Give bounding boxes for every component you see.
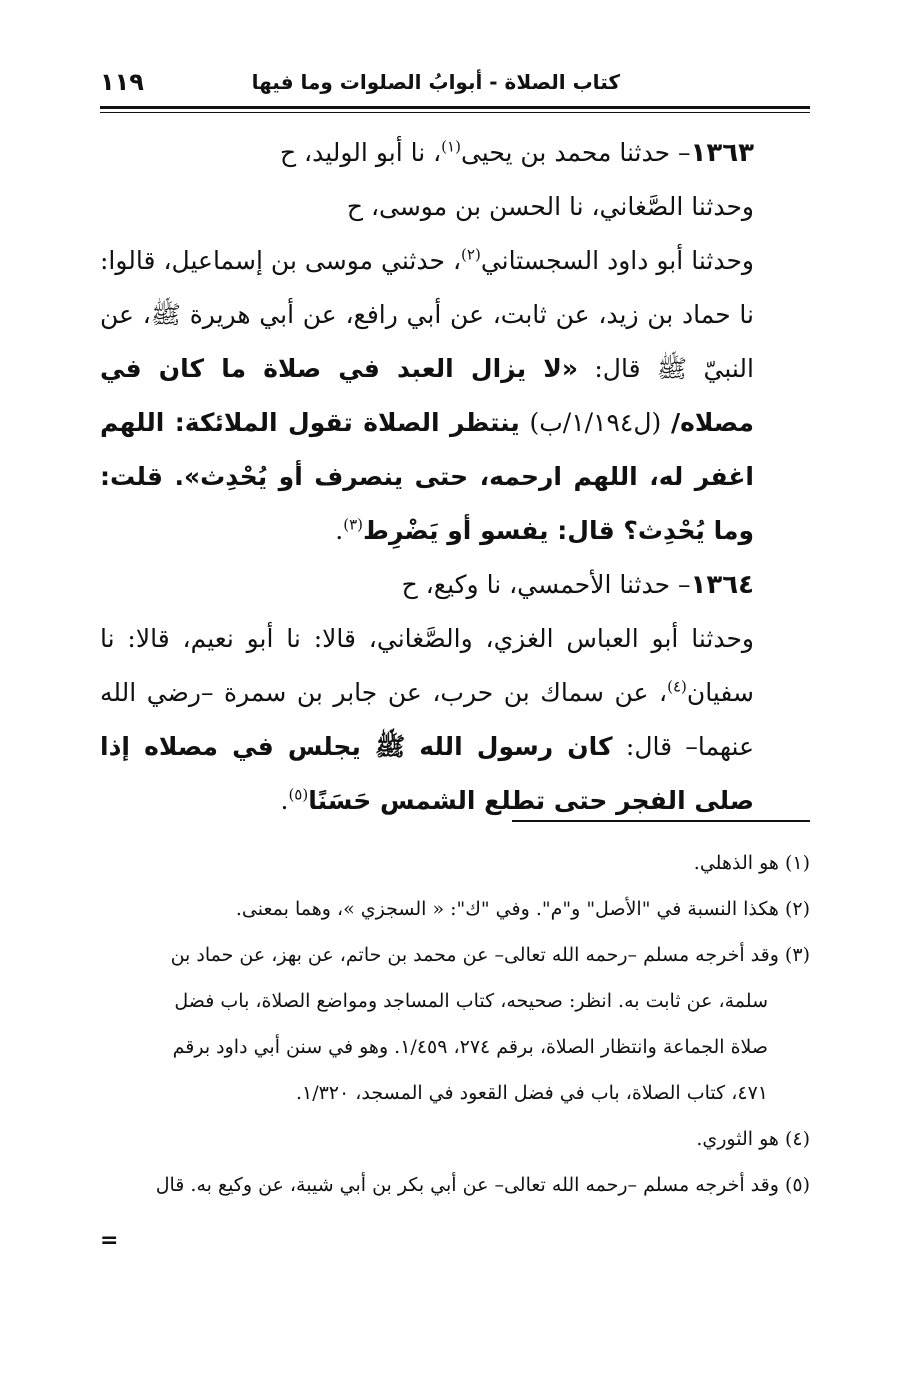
header-rule-thin — [100, 112, 810, 113]
matn-text: كان رسول الله ﷺ يجلس في مصلاه إذا صلى الفجر حتى تطلع الشمس حَسَنًا — [100, 732, 754, 815]
isnad-text: وحدثنا أبو العباس الغزي، والصَّغاني، قالا: نا أبو نعيم، قالا: نا سفيان — [100, 624, 754, 707]
manuscript-reference: (ل١/١٩٤/ب) — [519, 408, 671, 437]
footnote-4: (٤) هو الثوري. — [696, 1128, 810, 1150]
punctuation: . — [335, 516, 344, 545]
footnote-1: (١) هو الذهلي. — [693, 852, 810, 874]
hadith-1364-chain-2 — [100, 612, 810, 828]
isnad-text: ، حدثني موسى بن إسماعيل، قالوا: نا حماد بن زيد، عن ثابت، عن أبي رافع، عن أبي هريرة ﷺ، عن النبيّ ﷺ قال: — [100, 246, 754, 383]
footnote-marker: (٣) — [343, 515, 364, 534]
hadith-number: ١٣٦٣ — [690, 138, 754, 168]
footnote-3: (٣) وقد أخرجه مسلم –رحمه الله تعالى– عن محمد بن حاتم، عن بهز، عن حماد بن — [170, 944, 810, 966]
isnad-text: – حدثنا الأحمسي، نا وكيع، ح — [401, 570, 691, 599]
running-header — [100, 66, 810, 106]
hadith-1363-chain-2: وحدثنا الصَّغاني، نا الحسن بن موسى، ح — [346, 192, 754, 221]
footnote-3-cont: سلمة، عن ثابت به. انظر: صحيحه، كتاب المساجد ومواضع الصلاة، باب فضل — [174, 990, 768, 1012]
isnad-text: ، عن سماك بن حرب، عن جابر بن سمرة –رضي الله عنهما– قال: — [100, 678, 754, 761]
footnote-marker: (٥) — [288, 785, 309, 804]
hadith-number: ١٣٦٤ — [690, 570, 754, 600]
footnote-2: (٢) هكذا النسبة في "الأصل" و"م". وفي "ك": « السجزي »، وهما بمعنى. — [235, 898, 810, 920]
hadith-1363-opening — [100, 126, 810, 180]
matn-text: ينتظر الصلاة تقول الملائكة: اللهم اغفر له، اللهم ارحمه، حتى ينصرف أو يُحْدِث». قلت: وما يُحْدِث؟ قال: يفسو أو يَضْرِط — [100, 408, 754, 545]
header-title: كتاب الصلاة - أبوابُ الصلوات وما فيها — [251, 70, 620, 94]
main-text — [100, 126, 810, 828]
isnad-text: وحدثنا أبو داود السجستاني — [480, 246, 754, 275]
punctuation: . — [280, 786, 289, 815]
footnote-5: (٥) وقد أخرجه مسلم –رحمه الله تعالى– عن أبي بكر بن أبي شيبة، عن وكيع به. قال — [155, 1174, 810, 1196]
continuation-mark: = — [100, 1228, 119, 1253]
footnotes — [100, 840, 810, 1208]
isnad-text: – حدثنا محمد بن يحيى — [460, 138, 691, 167]
footnote-marker: (١) — [441, 137, 461, 156]
matn-text: «لا يزال العبد في صلاة ما كان في مصلاه/ — [100, 354, 754, 437]
hadith-1363-chain-3 — [100, 234, 810, 558]
header-rule-thick — [100, 106, 810, 109]
footnote-3-cont: ٤٧١، كتاب الصلاة، باب في فضل القعود في المسجد، ١/٣٢٠. — [295, 1082, 768, 1104]
footnote-marker: (٢) — [461, 245, 481, 264]
footnote-marker: (٤) — [667, 677, 687, 696]
hadith-1364-opening — [100, 558, 810, 612]
isnad-text: ، نا أبو الوليد، ح — [279, 138, 442, 167]
footnote-3-cont: صلاة الجماعة وانتظار الصلاة، برقم ٢٧٤، ١/٤٥٩. وهو في سنن أبي داود برقم — [172, 1036, 768, 1058]
footnote-separator — [512, 820, 810, 822]
page-number: ١١٩ — [100, 68, 144, 96]
